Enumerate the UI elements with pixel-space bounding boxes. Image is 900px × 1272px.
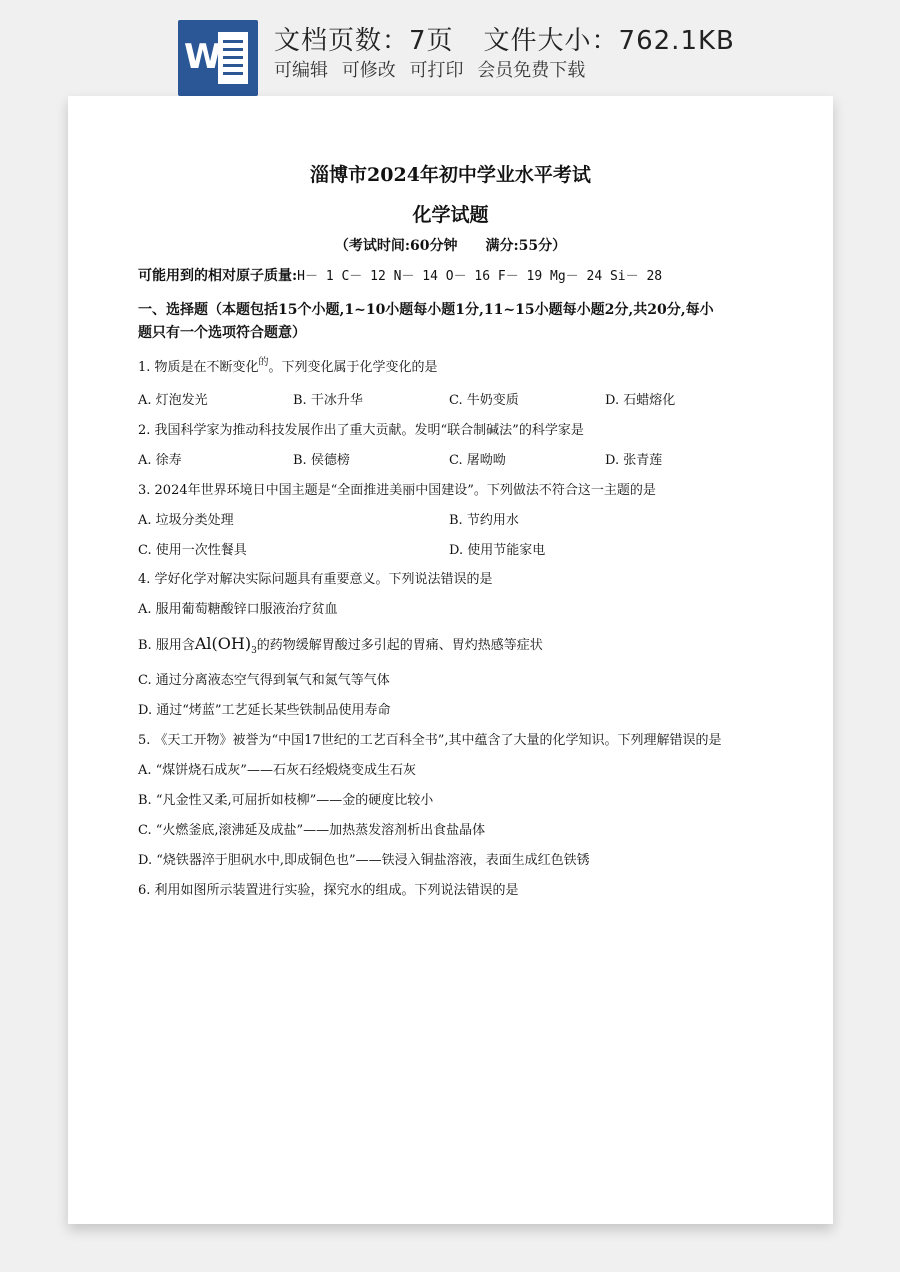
atomic-mass-label: 可能用到的相对原子质量:: [138, 268, 298, 284]
question-4-option-b-suffix: 的药物缓解胃酸过多引起的胃痛、胃灼热感等症状: [256, 638, 543, 653]
exam-info: （考试时间:60分钟 满分:55分）: [334, 238, 567, 254]
atomic-mass-values: H－ 1 C－ 12 N－ 14 O－ 16 F－ 19 Mg－ 24 Si－ 28: [297, 269, 663, 284]
question-1-option-c: C. 牛奶变质: [449, 393, 519, 408]
page-count: 文档页数：7页: [274, 26, 454, 56]
question-5-option-c: C. “火燃釜底,滚沸延及成盐”——加热蒸发溶剂析出食盐晶体: [138, 823, 486, 838]
question-1-stem-end: 。下列变化属于化学变化的是: [268, 360, 438, 375]
feature-editable: 可编辑: [274, 60, 328, 81]
section-heading-line2: 题只有一个选项符合题意）: [138, 325, 306, 341]
chemical-formula: [194, 634, 257, 657]
atomic-mass-line: [138, 268, 662, 285]
exam-subject: 化学试题: [412, 204, 489, 226]
document-page: [68, 96, 833, 1224]
question-2-stem: 2. 我国科学家为推动科技发展作出了重大贡献。发明“联合制碱法”的科学家是: [138, 423, 584, 438]
word-document-icon: W: [178, 20, 258, 96]
question-6-stem: 6. 利用如图所示装置进行实验，探究水的组成。下列说法错误的是: [138, 883, 519, 898]
chemical-formula-main: Al(OH): [194, 634, 252, 653]
question-3-option-c: C. 使用一次性餐具: [138, 543, 247, 558]
question-1-option-b: B. 干冰升华: [293, 393, 363, 408]
question-1-stem: [138, 357, 438, 377]
feature-member-download: 会员免费下载: [477, 60, 586, 81]
question-5-option-d: D. “烧铁器淬于胆矾水中,即成铜色也”——铁浸入铜盐溶液，表面生成红色铁锈: [138, 853, 590, 868]
question-1-stem-sup: 的: [258, 357, 269, 368]
question-5-stem: 5. 《天工开物》被誉为“中国17世纪的工艺百科全书”,其中蕴含了大量的化学知识。下列理解错误的是: [138, 733, 722, 748]
question-2-option-c: C. 屠呦呦: [449, 453, 506, 468]
document-info-header: [0, 0, 900, 96]
question-2-option-d: D. 张青莲: [605, 453, 663, 468]
document-stats: [274, 20, 735, 57]
question-5-option-b: B. “凡金性又柔,可屈折如枝柳”——金的硬度比较小: [138, 793, 434, 808]
question-3-option-b: B. 节约用水: [449, 513, 519, 528]
exam-title: 淄博市2024年初中学业水平考试: [310, 164, 591, 186]
question-3-option-d: D. 使用节能家电: [449, 543, 546, 558]
question-3-option-a: A. 垃圾分类处理: [138, 513, 234, 528]
feature-printable: 可打印: [409, 60, 464, 81]
document-features: [274, 56, 593, 82]
chemical-formula-subscript: 3: [251, 646, 257, 657]
question-4-stem: 4. 学好化学对解决实际问题具有重要意义。下列说法错误的是: [138, 572, 493, 587]
question-1-stem-start: 1. 物质是在不断变化: [138, 360, 259, 375]
section-heading-line1: 一、选择题（本题包括15个小题,1~10小题每小题1分,11~15小题每小题2分,共20分,每小: [138, 302, 714, 318]
question-4-option-d: D. 通过“烤蓝”工艺延长某些铁制品使用寿命: [138, 703, 391, 718]
file-size: 文件大小：762.1KB: [483, 26, 735, 56]
question-1-option-d: D. 石蜡熔化: [605, 393, 676, 408]
question-4-option-b: [138, 636, 543, 659]
question-1-option-a: A. 灯泡发光: [138, 393, 208, 408]
question-4-option-a: A. 服用葡萄糖酸锌口服液治疗贫血: [138, 602, 338, 617]
question-2-option-a: A. 徐寿: [138, 453, 182, 468]
question-3-stem: 3. 2024年世界环境日中国主题是“全面推进美丽中国建设”。下列做法不符合这一主题的是: [138, 483, 656, 498]
question-5-option-a: A. “煤饼烧石成灰”——石灰石经煅烧变成生石灰: [138, 763, 416, 778]
question-2-option-b: B. 侯德榜: [293, 453, 350, 468]
feature-modifiable: 可修改: [341, 60, 396, 81]
question-4-option-b-prefix: B. 服用含: [138, 638, 195, 653]
question-4-option-c: C. 通过分离液态空气得到氧气和氮气等气体: [138, 673, 390, 688]
